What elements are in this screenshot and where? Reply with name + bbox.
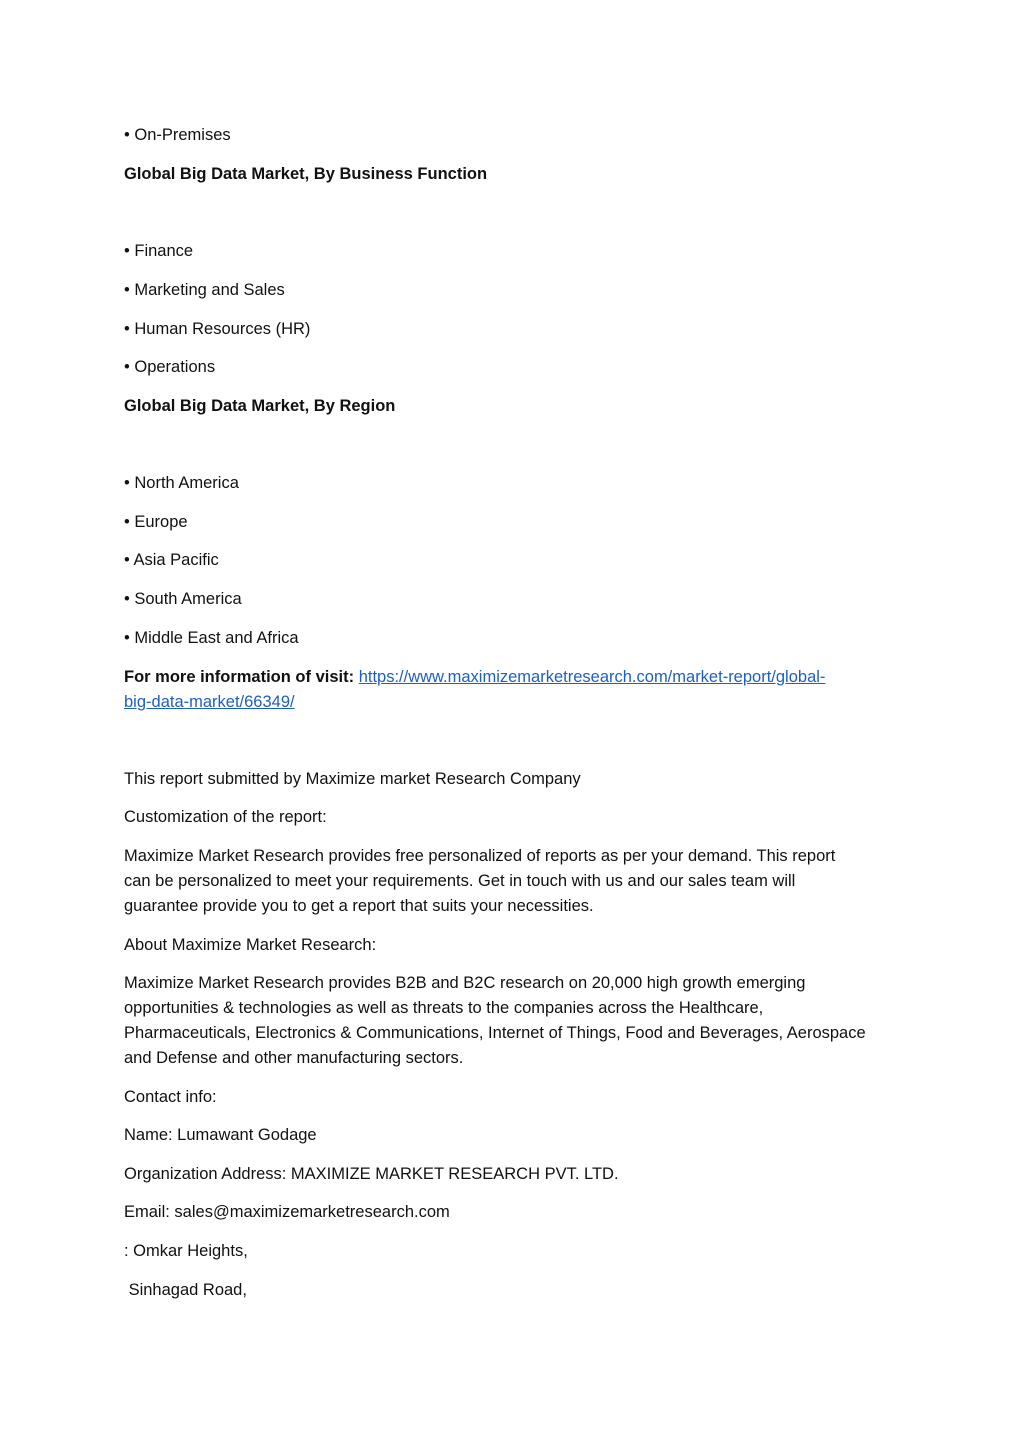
contact-email: Email: sales@maximizemarketresearch.com — [124, 1203, 450, 1221]
contact-address-line1: : Omkar Heights, — [124, 1242, 248, 1260]
list-item-south-america: • South America — [124, 590, 242, 608]
customization-line: Maximize Market Research provides free personalized of reports as per your demand. This report — [124, 847, 836, 865]
customization-line: can be personalized to meet your requirements. Get in touch with us and our sales team will — [124, 872, 796, 890]
report-link-line2[interactable]: big-data-market/66349/ — [124, 693, 295, 711]
report-link-line1[interactable]: https://www.maximizemarketresearch.com/market-report/global- — [358, 668, 826, 686]
about-line: opportunities & technologies as well as threats to the companies across the Healthcare, — [124, 999, 764, 1017]
contact-organization: Organization Address: MAXIMIZE MARKET RESEARCH PVT. LTD. — [124, 1165, 619, 1183]
about-line: Maximize Market Research provides B2B and B2C research on 20,000 high growth emerging — [124, 974, 806, 992]
heading-region: Global Big Data Market, By Region — [124, 397, 396, 415]
list-item-middle-east-africa: • Middle East and Africa — [124, 629, 299, 647]
contact-label: Contact info: — [124, 1088, 217, 1106]
about-line: Pharmaceuticals, Electronics & Communications, Internet of Things, Food and Beverages, Aerospace — [124, 1024, 866, 1042]
about-line: and Defense and other manufacturing sectors. — [124, 1049, 464, 1067]
more-info-paragraph — [124, 665, 899, 715]
customization-label: Customization of the report: — [124, 808, 327, 826]
submitted-by-text: This report submitted by Maximize market Research Company — [124, 770, 581, 788]
list-item-operations: • Operations — [124, 358, 216, 376]
about-label: About Maximize Market Research: — [124, 936, 377, 954]
list-item-on-premises: • On-Premises — [124, 126, 231, 144]
contact-name: Name: Lumawant Godage — [124, 1126, 317, 1144]
heading-business-function: Global Big Data Market, By Business Function — [124, 165, 488, 183]
list-item-north-america: • North America — [124, 474, 239, 492]
list-item-human-resources: • Human Resources (HR) — [124, 320, 311, 338]
list-item-finance: • Finance — [124, 242, 194, 260]
customization-paragraph — [124, 844, 899, 919]
about-paragraph — [124, 971, 899, 1071]
contact-address-line2: Sinhagad Road, — [124, 1281, 247, 1299]
list-item-marketing-sales: • Marketing and Sales — [124, 281, 285, 299]
customization-line: guarantee provide you to get a report that suits your necessities. — [124, 897, 594, 915]
more-info-label: For more information of visit: — [124, 668, 355, 686]
list-item-europe: • Europe — [124, 513, 188, 531]
list-item-asia-pacific: • Asia Pacific — [124, 551, 219, 569]
